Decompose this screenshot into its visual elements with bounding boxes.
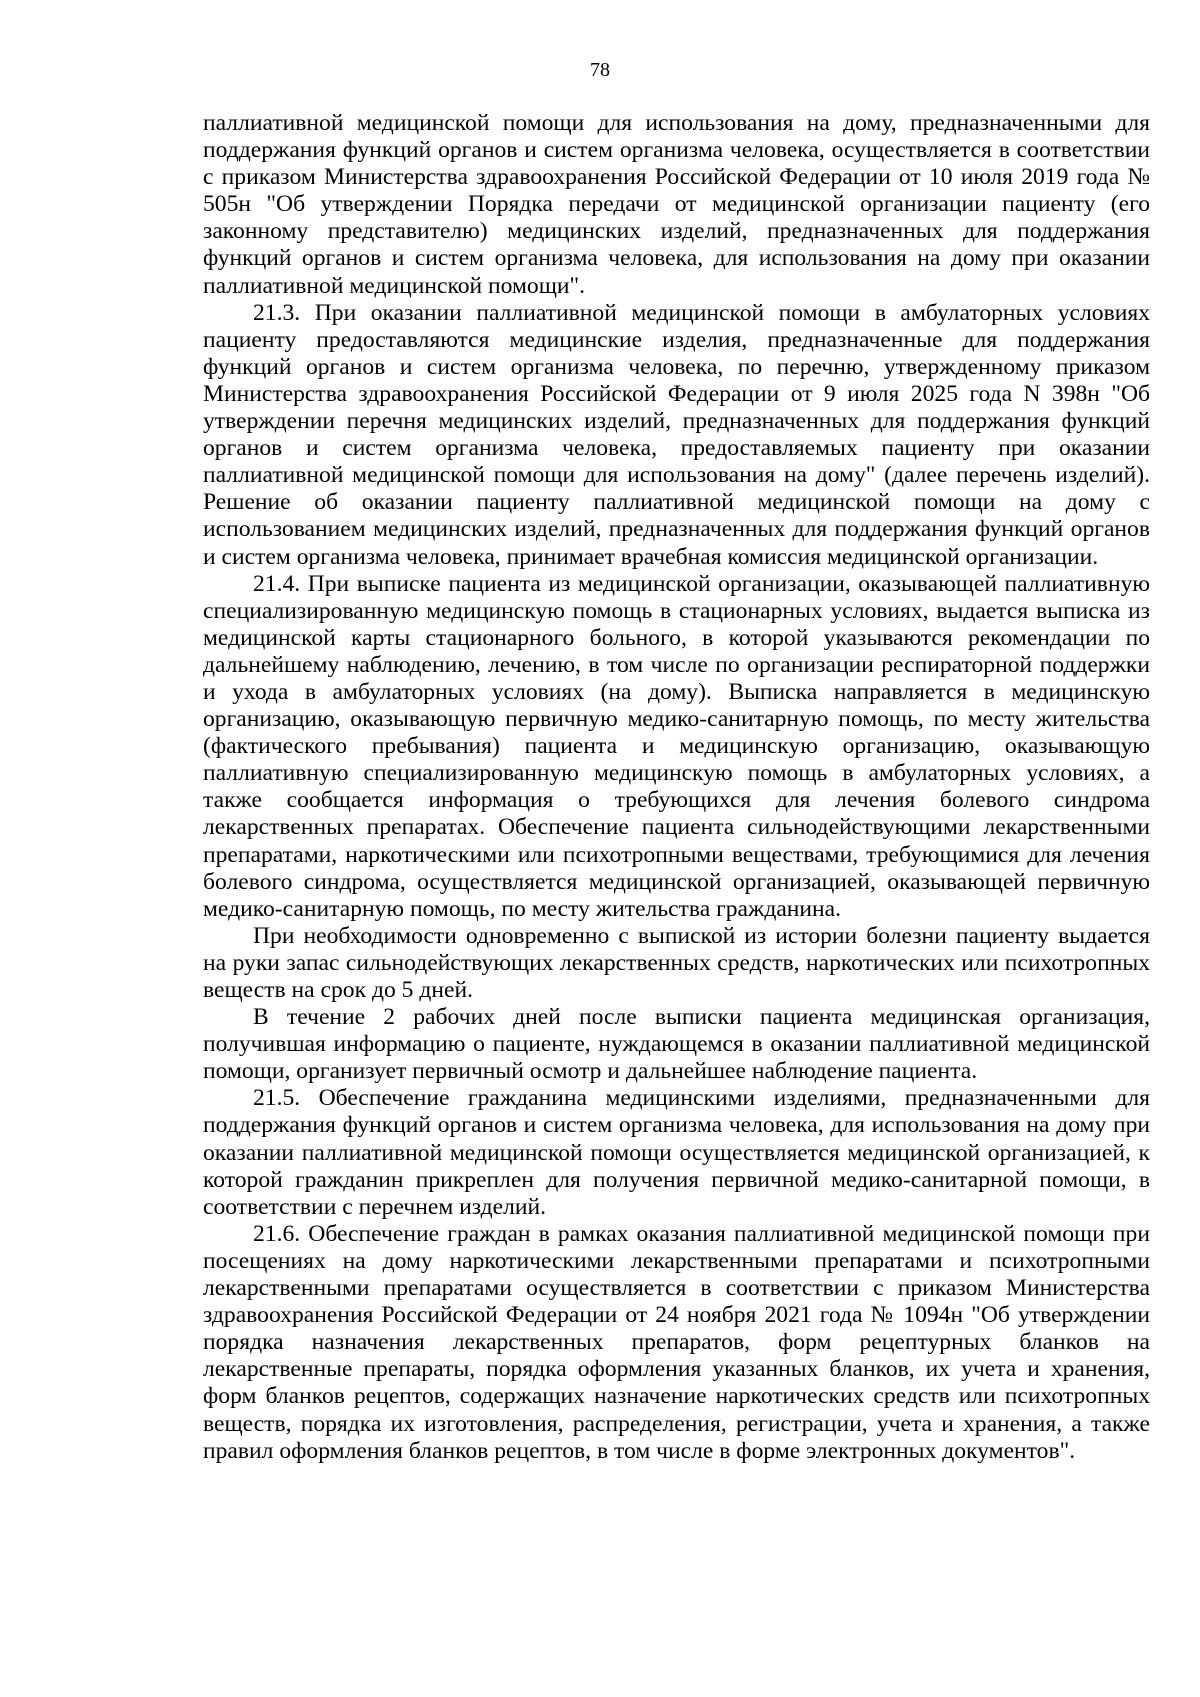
paragraph-21-5: 21.5. Обеспечение гражданина медицинскими изделиями, предназначенными для поддержания функций органов и систем организма человека, для использования на дому при оказании паллиативной медицинской помощи осуществляется медицинской организацией, к которой гражданин прикреплен для получения первичной медико-санитарной помощи, в соответствии с перечнем изделий.: [203, 1085, 1150, 1220]
paragraph-21-6: 21.6. Обеспечение граждан в рамках оказания паллиативной медицинской помощи при посещениях на дому наркотическими лекарственными препаратами и психотропными лекарственными препаратами осуществляется в соответствии с приказом Министерства здравоохранения Российской Федерации от 24 ноября 2021 года № 1094н "Об утверждении порядка назначения лекарственных препаратов, форм рецептурных бланков на лекарственные препараты, порядка оформления указанных бланков, их учета и хранения, форм бланков рецептов, содержащих назначение наркотических средств или психотропных веществ, порядка их изготовления, распределения, регистрации, учета и хранения, а также правил оформления бланков рецептов, в том числе в форме электронных документов".: [203, 1220, 1150, 1464]
paragraph-discharge-supply: При необходимости одновременно с выпиской из истории болезни пациенту выдается на руки запас сильнодействующих лекарственных средств, наркотических или психотропных веществ на срок до 5 дней.: [203, 922, 1150, 1003]
paragraph-continuation: паллиативной медицинской помощи для использования на дому, предназначенными для поддержания функций органов и систем организма человека, осуществляется в соответствии с приказом Министерства здравоохранения Российской Федерации от 10 июля 2019 года № 505н "Об утверждении Порядка передачи от медицинской организации пациенту (его законному представителю) медицинских изделий, предназначенных для поддержания функций органов и систем организма человека, для использования на дому при оказании паллиативной медицинской помощи".: [203, 110, 1150, 299]
paragraph-followup: В течение 2 рабочих дней после выписки пациента медицинская организация, получившая информацию о пациенте, нуждающемся в оказании паллиативной медицинской помощи, организует первичный осмотр и дальнейшее наблюдение пациента.: [203, 1004, 1150, 1085]
paragraph-21-4: 21.4. При выписке пациента из медицинской организации, оказывающей паллиативную специализированную медицинскую помощь в стационарных условиях, выдается выписка из медицинской карты стационарного больного, в которой указываются рекомендации по дальнейшему наблюдению, лечению, в том числе по организации респираторной поддержки и ухода в амбулаторных условиях (на дому). Выписка направляется в медицинскую организацию, оказывающую первичную медико-санитарную помощь, по месту жительства (фактического пребывания) пациента и медицинскую организацию, оказывающую паллиативную специализированную медицинскую помощь в амбулаторных условиях, а также сообщается информация о требующихся для лечения болевого синдрома лекарственных препаратах. Обеспечение пациента сильнодействующими лекарственными препаратами, наркотическими или психотропными веществами, требующимися для лечения болевого синдрома, осуществляется медицинской организацией, оказывающей первичную медико-санитарную помощь, по месту жительства гражданина.: [203, 570, 1150, 922]
page-number: 78: [590, 59, 610, 81]
paragraph-21-3: 21.3. При оказании паллиативной медицинской помощи в амбулаторных условиях пациенту предоставляются медицинские изделия, предназначенные для поддержания функций органов и систем организма человека, по перечню, утвержденному приказом Министерства здравоохранения Российской Федерации от 9 июля 2025 года N 398н "Об утверждении перечня медицинских изделий, предназначенных для поддержания функций органов и систем организма человека, предоставляемых пациенту при оказании паллиативной медицинской помощи для использования на дому" (далее перечень изделий). Решение об оказании пациенту паллиативной медицинской помощи на дому с использованием медицинских изделий, предназначенных для поддержания функций органов и систем организма человека, принимает врачебная комиссия медицинской организации.: [203, 299, 1150, 570]
document-body: [203, 110, 1150, 1465]
